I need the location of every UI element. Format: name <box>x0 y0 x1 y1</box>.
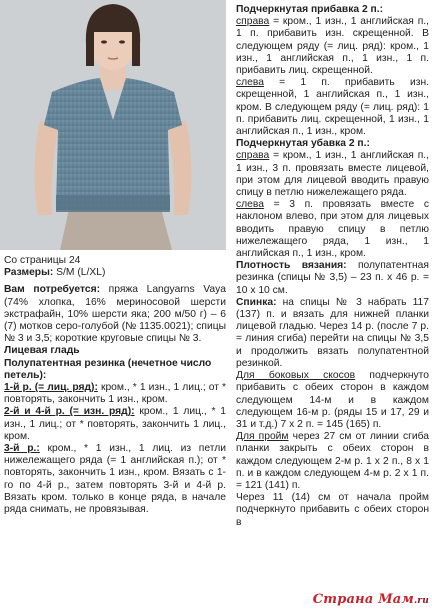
materials-text: пряжа Langyarns Vaya (74% хлопка, 16% мериносовой шерсти экстрафайн, 10% шерсти яка; 200 м/50 г) – 6 (7) мотков серо-голубой (№ 1135.0021); спицы № 3 и 3,5; короткие круговые спицы № 3. <box>4 284 226 345</box>
row1-label: 1-й р. (= лиц. ряд): <box>4 382 98 394</box>
decrease-left-text: = 3 п. провязать вместе с наклоном влево, при этом для лицевых вводить правую спицу в петлю нижележащего ряда, 1 изн., 1 английская п., 1 изн., кром. <box>236 199 429 260</box>
decrease-right-paragraph <box>236 150 429 199</box>
watermark-text: Страна Мам <box>312 592 414 607</box>
increase-right-paragraph <box>236 16 429 77</box>
row3-paragraph <box>4 443 226 516</box>
density-text: полупатентная резинка (спицы № 3,5) – 23 п. х 46 р. = 10 х 10 см. <box>236 260 429 296</box>
armhole-paragraph <box>236 431 429 492</box>
bevel-paragraph <box>236 370 429 431</box>
armhole-text: через 27 см от линии сгиба планки закрыть с обеих сторон в каждом следующем 2-м р. 1 х 2 п., 8 х 1 п. и в каждом следующем 4-м р. 2 х 1 п. = 121 (141) п. <box>236 431 429 491</box>
back-text: на спицы № 3 набрать 117 (137) п. и вязать для нижней планки лицевой гладью. Через 14 р. (после 7 р. = линия сгиба) перейти на спицы № 3,5 и продолжить вязать полупатентной резинкой. <box>236 296 429 369</box>
row3-text: кром., * 1 изн., 1 лиц. из петли нижележащего ряда (= 1 английская п.); от * повторять, закончить 1 изн., кром. Вязать с 1-го по 4-й р., затем повторять 3-й и 4-й р. Вязать кром. только в конце ряда, в начале ряда снимать, не провязывая. <box>4 443 226 516</box>
photo-source: Со страницы 24 <box>4 255 81 266</box>
increase-right-text: = кром., 1 изн., 1 английская п., 1 п. прибавить изн. скрещенной. В следующем ряду (= лиц. ряд): кром., 1 изн., 1 английская п., 1 изн., 1 п. прибавить лиц. скрещенной. <box>236 16 429 77</box>
decrease-title: Подчеркнутая убавка 2 п.: <box>236 138 370 150</box>
sizes-value: S/M (L/XL) <box>53 267 106 279</box>
decrease-right-label: справа <box>236 150 270 162</box>
site-watermark <box>313 592 429 607</box>
increase-title: Подчеркнутая прибавка 2 п.: <box>236 4 384 15</box>
back-paragraph <box>236 297 429 370</box>
decrease-left-label: слева <box>236 199 264 211</box>
rib-title: Полупатентная резинка (нечетное число петель): <box>4 357 212 381</box>
sizes-line <box>4 267 226 279</box>
left-column <box>4 255 226 516</box>
increase-left-label: слева <box>236 77 264 89</box>
bevel-label: Для боковых скосов <box>236 370 356 382</box>
face-stitch-title: Лицевая гладь <box>4 345 80 357</box>
decrease-left-paragraph <box>236 199 429 260</box>
materials-paragraph <box>4 284 226 345</box>
watermark-domain: .ru <box>413 596 429 606</box>
back-label: Спинка: <box>236 296 277 308</box>
increase-right-label: справа <box>236 16 270 28</box>
last-paragraph: Через 11 (14) см от начала пройм подчеркнуто прибавить с обеих сторон в <box>236 492 429 528</box>
row1-paragraph <box>4 382 226 406</box>
density-paragraph <box>236 260 429 297</box>
row2-paragraph <box>4 406 226 443</box>
product-photo <box>0 0 226 250</box>
row2-label: 2-й и 4-й р. (= изн. ряд): <box>4 406 135 418</box>
right-column <box>236 4 429 529</box>
armhole-label: Для пройм <box>236 431 289 443</box>
density-label: Плотность вязания: <box>236 260 347 272</box>
bevel-text: подчеркнуто прибавить с обеих сторон в каждом следующем 14-м и в каждом следующем 16-м р. (ряды 15 и 17, 29 и 31 и т.д.) 7 х 2 п. = 145 (165) п. <box>236 370 429 430</box>
decrease-right-text: = кром., 1 изн., 1 английская п., 1 изн., 3 п. провязать вместе лицевой, при этом для лицевой вводить правую спицу в петлю нижележащего ряда. <box>236 150 429 199</box>
row1-text: кром., * 1 изн., 1 лиц.; от * повторять, закончить 1 изн., кром. <box>4 382 227 406</box>
increase-left-paragraph <box>236 77 429 138</box>
sizes-label: Размеры: <box>4 267 54 279</box>
materials-label: Вам потребуется: <box>4 284 101 296</box>
increase-left-text: = 1 п. прибавить изн. скрещенной, 1 английская п., 1 изн., кром. В следующем ряду (= лиц. ряд): 1 п. прибавить лиц. скрещенной, 1 изн., 1 английская п., 1 изн., кром. <box>236 77 429 138</box>
row3-label: 3-й р.: <box>4 443 40 455</box>
row2-text: кром., 1 лиц., * 1 изн., 1 лиц.; от * повторять, закончить 1 лиц., кром. <box>4 406 226 442</box>
